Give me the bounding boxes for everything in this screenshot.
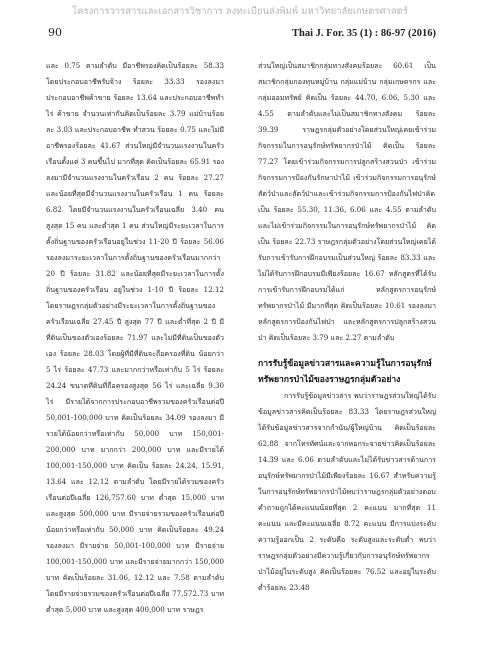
header-watermark: โครงการวารสารและเอกสารวิชาการ ลงทะเบียนส่งพิมพ์ มหาวิทยาลัยเกษตรศาสตร์ <box>72 6 408 17</box>
left-column <box>46 58 224 618</box>
page-header <box>48 26 436 39</box>
body-paragraph: ส่วนใหญ่เป็นสมาชิกกลุ่มทางสังคมร้อยละ 60.61 เป็นสมาชิกกลุ่มกองทุนหมู่บ้าน กลุ่มแม่บ้าน กลุ่มเกษตรกร และกลุ่มออมทรัพย์ คิดเป็น ร้อยละ 44.70, 6.06, 5.30 และ 4.55 ตามลำดับและไม่เป็นสมาชิกทางสังคม ร้อยละ 39.39 ราษฎรกลุ่มตัวอย่างโดยส่วนใหญ่เคยเข้าร่วมกิจกรรมในการอนุรักษ์ทรัพยากรป่าไม้ คิดเป็น ร้อยละ 77.27 โดยเข้าร่วมกิจกรรมการปลูกสร้างสวนป่า เข้าร่วมกิจกรรมการป้องกันรักษาป่าไม้ เข้าร่วมกิจกรรมการอนุรักษ์สัตว์ป่าและสัตว์ป่าและเข้าร่วมกิจกรรมการป้องกันไฟป่าคิดเป็น ร้อยละ 55.30, 11.36, 6.06 และ 4.55 ตามลำดับ และไม่เข้าร่วมกิจกรรมในการอนุรักษ์ทรัพยากรป่าไม้ คิดเป็น ร้อยละ 22.73 ราษฎรกลุ่มตัวอย่างโดยส่วนใหญ่เคยได้รับการเข้ารับการฝึกอบรมเป็นส่วนใหญ่ ร้อยละ 83.33 และไม่ได้รับการฝึกอบรมมีเพียงร้อยละ 16.67 หลักสูตรที่ได้รับการเข้ารับการฝึกอบรมได้แก่ หลักสูตรการอนุรักษ์ทรัพยากรป่าไม้ มีมากที่สุด คิดเป็นร้อยละ 10.61 รองลงมาหลักสูตรการป้องกันไฟป่า และหลักสูตรการปลูกสร้างสวนป่า คิดเป็นร้อยละ 3.79 และ 2.27 ตามลำดับ <box>258 61 436 342</box>
page-number: 90 <box>48 26 62 39</box>
body-paragraph: การรับรู้ข้อมูลข่าวสาร พบว่าราษฎรส่วนใหญ่ได้รับข้อมูลข่าวสารคิดเป็นร้อยละ 83.33 โดยราษฎรส่วนใหญ่ได้รับข้อมูลข่าวสารจากกำนัน/ผู้ใหญ่บ้าน คิดเป็นร้อยละ 62.88 จากโทรทัศน์และจากหอกระจายข่าวคิดเป็นร้อยละ 14.39 และ 6.06 ตามลำดับและไม่ได้รับข่าวสารด้านการอนุรักษ์ทรัพยากรป่าไม้มีเพียงร้อยละ 16.67 สำหรับความรู้ในการอนุรักษ์ทรัพยากรป่าไม้พบว่าราษฎรกลุ่มตัวอย่างตอบคำถามถูกได้คะแนนน้อยที่สุด 2 คะแนน มากที่สุด 11 คะแนน และมีคะแนนเฉลี่ย 8.72 คะแนน มีการแบ่งระดับความรู้ออกเป็น 2 ระดับคือ ระดับสูงและระดับต่ำ พบว่าราษฎรกลุ่มตัวอย่างมีความรู้เกี่ยวกับการอนุรักษ์ทรัพยากรป่าไม้อยู่ในระดับสูง คิดเป็นร้อยละ 76.52 และอยู่ในระดับต่ำร้อยละ 23.48 <box>258 391 436 592</box>
journal-title: Thai J. For. 35 (1) : 86-97 (2016) <box>292 28 436 39</box>
body-paragraph: และ 0.75 ตามลำดับ มีอาชีพรองคิดเป็นร้อยละ 58.33 โดยประกอบอาชีพรับจ้าง ร้อยละ 33.33 รองลงมา ประกอบอาชีพค้าขาย ร้อยละ 13.64 และประกอบอาชีพทำไร่ ค้าขาย จำนวนเท่ากันคิดเป็นร้อยละ 3.79 แม่บ้านร้อยละ 3.03 และประกอบอาชีพ ทำสวน ร้อยละ 0.75 และไม่มีอาชีพรองร้อยละ 41.67 ส่วนใหญ่มีจำนวนแรงงานในครัวเรือนตั้งแต่ 3 คนขึ้นไป มากที่สุด คิดเป็นร้อยละ 65.91 รองลงมามีจำนวนแรงงานในครัวเรือน 2 คน ร้อยละ 27.27 และน้อยที่สุดมีจำนวนแรงงานในครัวเรือน 1 คน ร้อยละ 6.82 โดยมีจำนวนแรงงานในครัวเรือนเฉลี่ย 3.40 คน สูงสุด 15 คน และต่ำสุด 1 คน ส่วนใหญ่มีระยะเวลาในการตั้งถิ่นฐานของครัวเรือนอยู่ในช่วง 11-20 ปี ร้อยละ 56.06 รองลงมาระยะเวลาในการตั้งถิ่นฐานของครัวเรือนมากกว่า 20 ปี ร้อยละ 31.82 และน้อยที่สุดมีระยะเวลาในการตั้งถิ่นฐานของครัวเรือน อยู่ในช่วง 1-10 ปี ร้อยละ 12.12 โดยราษฎรกลุ่มตัวอย่างมีระยะเวลาในการตั้งถิ่นฐานของครัวเรือนเฉลี่ย 27.45 ปี สูงสุด 77 ปี และต่ำที่สุด 2 ปี มีที่ดินเป็นของตัวเองร้อยละ 71.97 และไม่มีที่ดินเป็นของตัวเอง ร้อยละ 28.03 โดยผู้ที่มีที่ดินจะถือครองที่ดิน น้อยกว่า 5 ไร่ ร้อยละ 47.73 และมากกว่าหรือเท่ากับ 5 ไร่ ร้อยละ 24.24 ขนาดที่ดินที่ถือครองสูงสุด 56 ไร่ และเฉลี่ย 9.30 ไร่ มีรายได้จากการประกอบอาชีพรวมของครัวเรือนต่อปี 50,001-100,000 บาท คิดเป็นร้อยละ 34.09 รองลงมา มีรายได้น้อยกว่าหรือเท่ากับ 50,000 บาท 150,001-200,000 บาท มากกว่า 200,000 บาท และมีรายได้ 100,001-150,000 บาท คิดเป็น ร้อยละ 24.24, 15.91, 13.64 และ 12.12 ตามลำดับ โดยมีรายได้รวมของครัวเรือนต่อปีเฉลี่ย 126,757.60 บาท ต่ำสุด 15,000 บาท และสูงสุด 500,000 บาท มีรายจ่ายรวมของครัวเรือนต่อปีน้อยกว่าหรือเท่ากับ 50,000 บาท คิดเป็นร้อยละ 49.24 รองลงมา มีรายจ่าย 50,001-100,000 บาท มีรายจ่าย 100,001-150,000 บาท และมีรายจ่ายมากกว่า 150,000 บาท คิดเป็นร้อยละ 31.06, 12.12 และ 7.58 ตามลำดับ โดยมีรายจ่ายรวมของครัวเรือนต่อปีเฉลี่ย 77,572.73 บาท ต่ำสุด 5,000 บาท และสูงสุด 400,000 บาท ราษฎร <box>46 61 224 614</box>
section-heading: การรับรู้ข้อมูลข่าวสารและความรู้ในการอนุรักษ์ทรัพยากรป่าไม้ของราษฎรกลุ่มตัวอย่าง <box>258 359 432 385</box>
right-column <box>258 58 436 596</box>
